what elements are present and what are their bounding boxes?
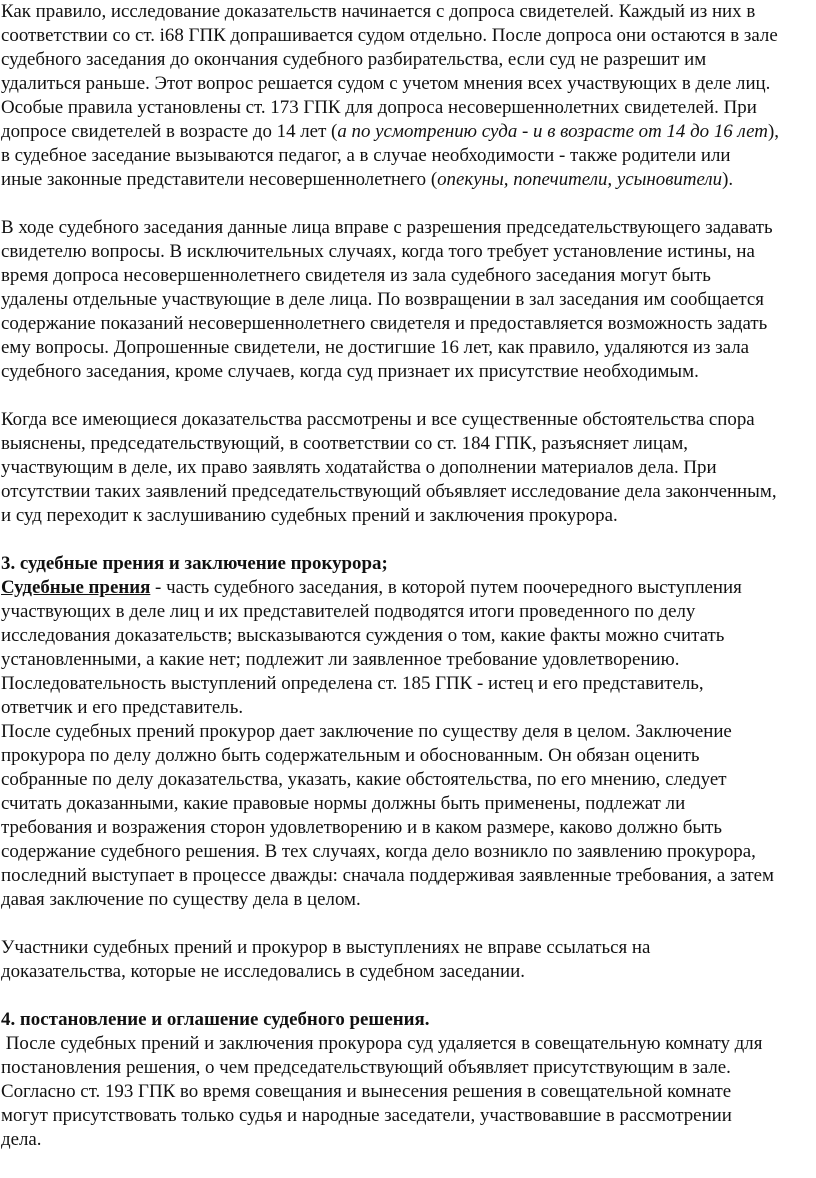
text-line: судебного заседания, кроме случаев, когда суд признает их присутствие необходимым. [1,361,699,382]
text-line: Когда все имеющиеся доказательства рассмотрены и все существенные обстоятельства спора [1,409,755,430]
text-line: в судебное заседание вызываются педагог, а в случае необходимости - также родители или [1,145,731,166]
text-run: иные законные представители несовершеннолетнего ( [1,169,438,190]
section-heading: 3. судебные прения и заключение прокурора; [1,553,388,574]
text-run: ). [722,169,734,190]
text-line: и суд переходит к заслушиванию судебных прений и заключения прокурора. [1,505,618,526]
text-line: После судебных прений прокурор дает заключение по существу деля в целом. Заключение [1,721,732,742]
text-line: участвующих в деле лиц и их представителей подводятся итоги проведенного по делу [1,601,696,622]
paragraph-witness-questioning [1,0,816,192]
text-line: содержание судебного решения. В тех случаях, когда дело возникло по заявлению прокурора, [1,841,756,862]
text-line: последний выступает в процессе дважды: сначала поддерживая заявленные требования, а затем [1,865,774,886]
text-line: время допроса несовершеннолетнего свидетеля из зала судебного заседания могут быть [1,265,711,286]
text-line: отсутствии таких заявлений председательствующий объявляет исследование дела законченным, [1,481,777,502]
text-line: Последовательность выступлений определена ст. 185 ГПК - истец и его представитель, [1,673,704,694]
paragraph-spacer [1,984,816,1008]
section-court-decision [1,1008,816,1152]
text-line: постановления решения, о чем председательствующий объявляет присутствующим в зале. [1,1057,731,1078]
text-line [1,576,816,600]
text-line: выяснены, председательствующий, в соответствии со ст. 184 ГПК, разъясняет лицам, [1,433,689,454]
section-heading: 4. постановление и оглашение судебного решения. [1,1009,430,1030]
paragraph-minor-witness [1,216,816,384]
text-run: допросе свидетелей в возрасте до 14 лет ( [1,121,338,142]
text-line: участвующим в деле, их право заявлять ходатайства о дополнении материалов дела. При [1,457,717,478]
text-line: Согласно ст. 193 ГПК во время совещания и вынесения решения в совещательной комнате [1,1081,732,1102]
italic-text: опекуны, попечители, усыновители [437,169,723,190]
text-line: В ходе судебного заседания данные лица вправе с разрешения председательствующего задавать [1,217,773,238]
text-line: прокурора по делу должно быть содержательным и обоснованным. Он обязан оценить [1,745,700,766]
text-line: Участники судебных прений и прокурор в выступлениях не вправе ссылаться на [1,937,651,958]
text-line [1,168,816,192]
text-line: удалиться раньше. Этот вопрос решается судом с учетом мнения всех участвующих в деле лиц. [1,73,771,94]
text-line: могут присутствовать только судья и народные заседатели, участвовавшие в рассмотрении [1,1105,732,1126]
text-line: свидетелю вопросы. В исключительных случаях, когда того требует установление истины, на [1,241,755,262]
paragraph-spacer [1,384,816,408]
text-run: - часть судебного заседания, в которой путем поочередного выступления [150,577,742,598]
text-line: ответчик и его представитель. [1,697,244,718]
text-line: Особые правила установлены ст. 173 ГПК для допроса несовершеннолетних свидетелей. При [1,97,757,118]
paragraph-evidence-complete [1,408,816,528]
text-line: ему вопросы. Допрошенные свидетели, не достигшие 16 лет, как правило, удаляются из зала [1,337,750,358]
text-line: удалены отдельные участвующие в деле лица. По возвращении в зал заседания им сообщается [1,289,764,310]
text-line: требования и возражения сторон удовлетворению и в каком размере, каково должно быть [1,817,722,838]
text-line: соответствии со ст. i68 ГПК допрашивается судом отдельно. После допроса они остаются в зале [1,25,778,46]
text-line: доказательства, которые не исследовались в судебном заседании. [1,961,525,982]
text-line: давая заключение по существу дела в целом. [1,889,361,910]
paragraph-spacer [1,528,816,552]
text-line: судебного заседания до окончания судебного разбирательства, если суд не разрешит им [1,49,707,70]
italic-text: а по усмотрению суда - и в возрасте от 14 до 16 лет [337,121,768,142]
text-line: содержание показаний несовершеннолетнего свидетеля и предоставляется возможность задать [1,313,768,334]
text-line: собранные по делу доказательства, указать, какие обстоятельства, по его мнению, следует [1,769,727,790]
section-court-debates [1,552,816,912]
paragraph-debate-restrictions [1,936,816,984]
text-run: ), [767,121,779,142]
text-line: дела. [1,1129,42,1150]
term-label: Судебные прения [1,577,151,598]
paragraph-spacer [1,912,816,936]
text-line: После судебных прений и заключения прокурора суд удаляется в совещательную комнату для [1,1033,763,1054]
paragraph-spacer [1,192,816,216]
text-line [1,120,816,144]
text-line: Как правило, исследование доказательств начинается с допроса свидетелей. Каждый из них в [1,1,756,22]
text-line: установленными, а какие нет; подлежит ли заявленное требование удовлетворению. [1,649,680,670]
text-line: исследования доказательств; высказываются суждения о том, какие факты можно считать [1,625,725,646]
text-line: считать доказанными, какие правовые нормы должны быть применены, подлежат ли [1,793,686,814]
